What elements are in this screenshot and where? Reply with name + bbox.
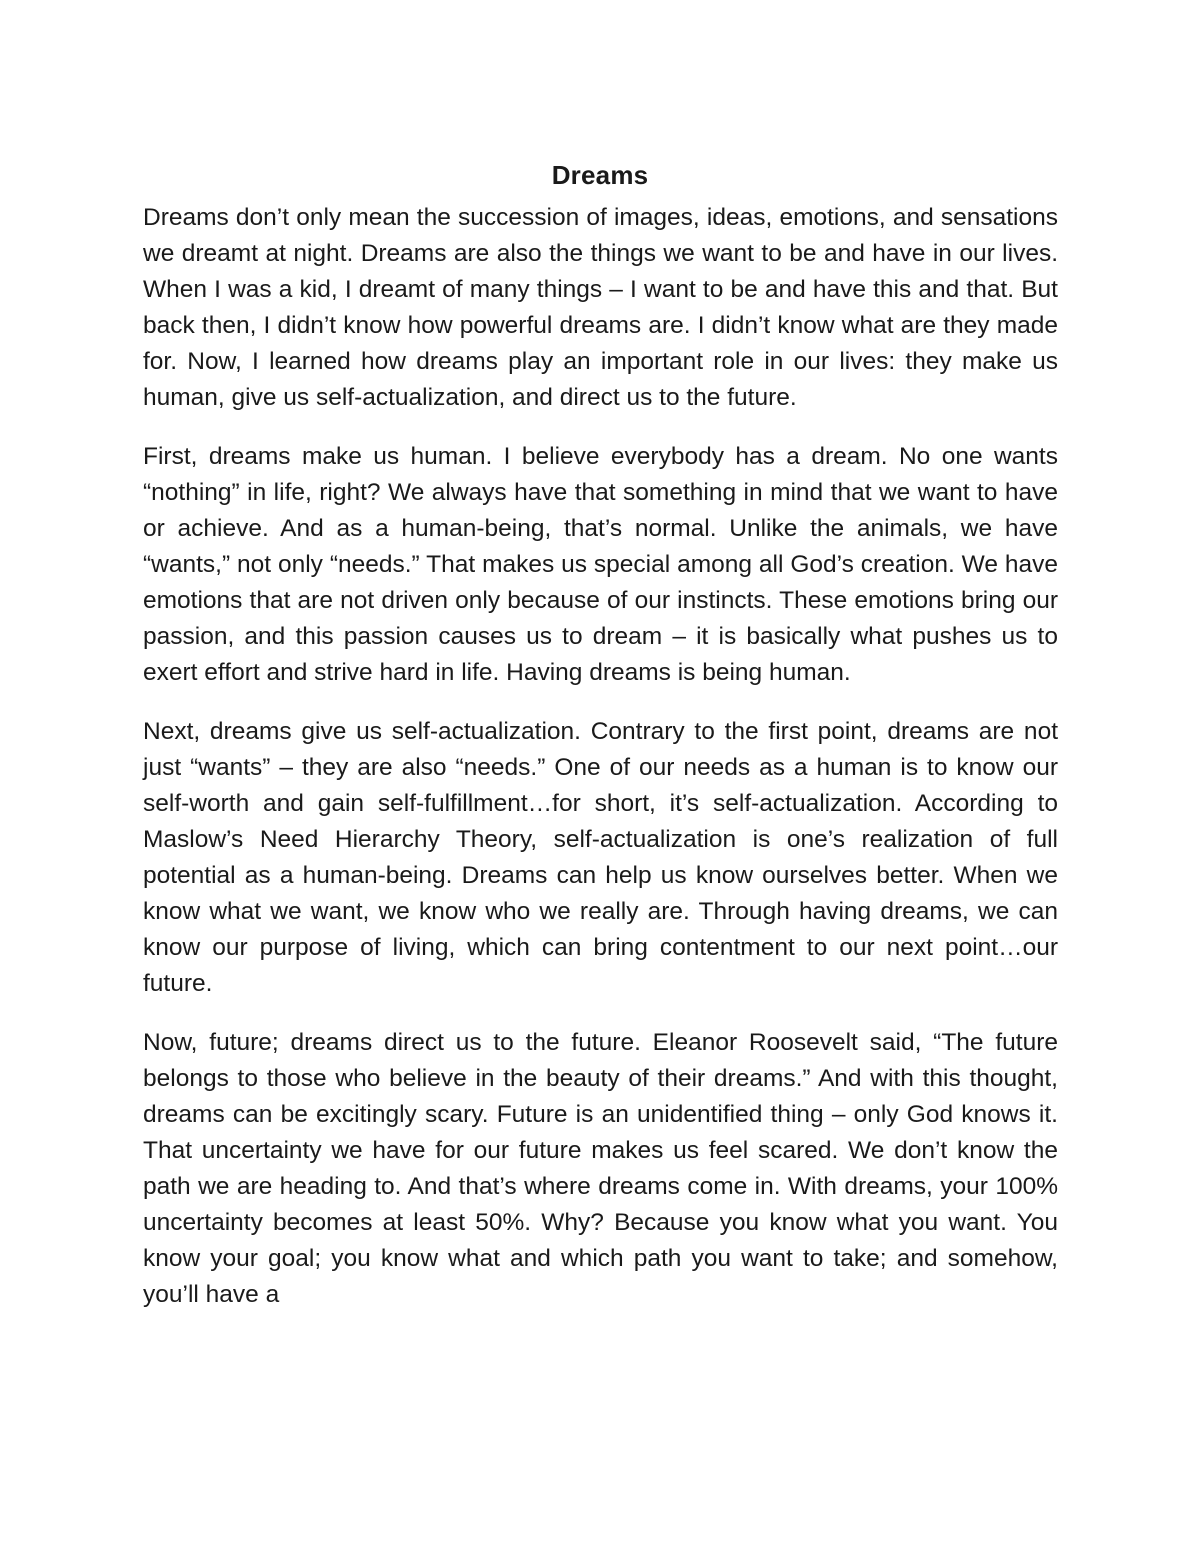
paragraph-human: First, dreams make us human. I believe everybody has a dream. No one wants “nothing” in life, right? We always have that something in mind that we want to have or achieve. And as a human-being, that’s normal. Unlike the animals, we have “wants,” not only “needs.” That makes us special among all God’s creation. We have emotions that are not driven only because of our instincts. These emotions bring our passion, and this passion causes us to dream – it is basically what pushes us to exert effort and strive hard in life. Having dreams is being human. [143,443,1058,686]
paragraph-future: Now, future; dreams direct us to the future. Eleanor Roosevelt said, “The future belongs to those who believe in the beauty of their dreams.” And with this thought, dreams can be excitingly scary. Future is an unidentified thing – only God knows it. That uncertainty we have for our future makes us feel scared. We don’t know the path we are heading to. And that’s where dreams come in. With dreams, your 100% uncertainty becomes at least 50%. Why? Because you know what you want. You know your goal; you know what and which path you want to take; and somehow, you’ll have a [143,1029,1058,1308]
document-title: Dreams [551,160,649,191]
paragraph-self-actualization: Next, dreams give us self-actualization. Contrary to the first point, dreams are not just “wants” – they are also “needs.” One of our needs as a human is to know our self-worth and gain self-fulfillment…for short, it’s self-actualization. According to Maslow’s Need Hierarchy Theory, self-actualization is one’s realization of full potential as a human-being. Dreams can help us know ourselves better. When we know what we want, we know who we really are. Through having dreams, we can know our purpose of living, which can bring contentment to our next point…our future. [143,718,1058,997]
document-body [143,200,1058,1313]
paragraph-intro: Dreams don’t only mean the succession of images, ideas, emotions, and sensations we dreamt at night. Dreams are also the things we want to be and have in our lives. When I was a kid, I dreamt of many things – I want to be and have this and that. But back then, I didn’t know how powerful dreams are. I didn’t know what are they made for. Now, I learned how dreams play an important role in our lives: they make us human, give us self-actualization, and direct us to the future. [143,204,1058,411]
